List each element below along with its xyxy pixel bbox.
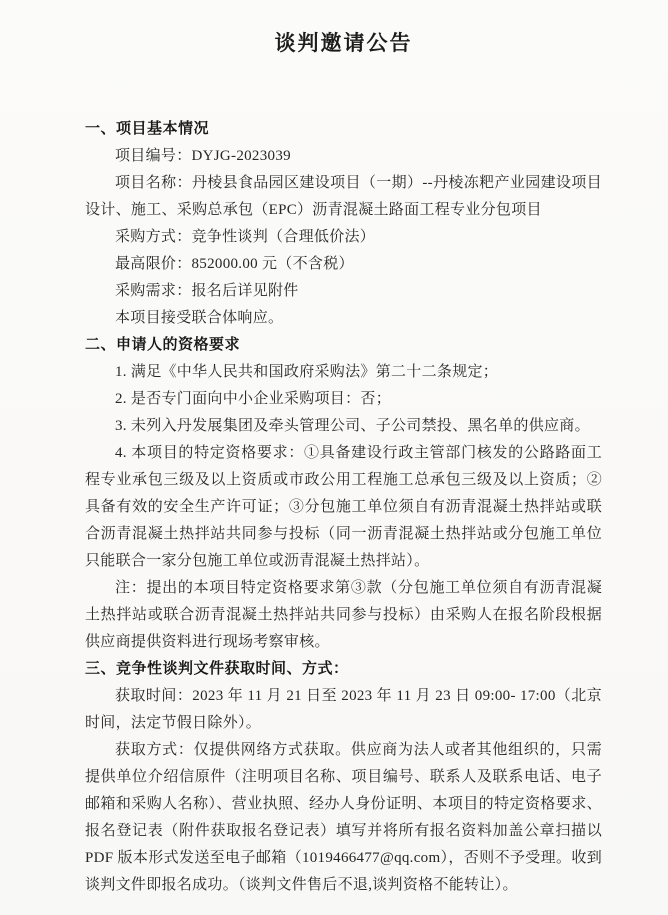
paragraph-procurement-method: 采购方式：竞争性谈判（合理低价法） bbox=[115, 229, 376, 245]
document-title: 谈判邀请公告 bbox=[274, 31, 413, 55]
section-applicant-qualifications bbox=[85, 332, 602, 656]
paragraph-procurement-requirements: 采购需求：报名后详见附件 bbox=[115, 283, 299, 299]
paragraph-project-name: 项目名称：丹棱县食品园区建设项目（一期）--丹棱冻粑产业园建设项目设计、施工、采购总承包（EPC）沥青混凝土路面工程专业分包项目 bbox=[85, 175, 602, 218]
section-heading-document-acquisition: 三、竞争性谈判文件获取时间、方式： bbox=[85, 661, 349, 677]
paragraph-obtain-method: 获取方式：仅提供网络方式获取。供应商为法人或者其他组织的，只需提供单位介绍信原件（注明项目名称、项目编号、联系人及联系电话、电子邮箱和采购人名称）、营业执照、经办人身份证明、本项目的特定资格要求、报名登记表（附件获取报名登记表）填写并将所有报名资料加盖公章扫描以 PDF 版本形式发送至电子邮箱（1019466477@qq.com），否则不予受理。收到谈判文件即报名成功。（谈判文件售后不退,谈判资格不能转让）。 bbox=[85, 742, 602, 893]
paragraph-consortium-note: 本项目接受联合体响应。 bbox=[115, 310, 284, 326]
paragraph-obtain-time: 获取时间：2023 年 11 月 21 日至 2023 年 11 月 23 日 09:00- 17:00（北京时间，法定节假日除外）。 bbox=[85, 688, 602, 731]
paragraph-max-price: 最高限价：852000.00 元（不含税） bbox=[115, 256, 354, 272]
paragraph-project-number: 项目编号：DYJG-2023039 bbox=[115, 148, 291, 164]
section-basic-info bbox=[85, 116, 602, 332]
paragraph-requirement-4: 4. 本项目的特定资格要求：①具备建设行政主管部门核发的公路路面工程专业承包三级及以上资质或市政公用工程施工总承包三级及以上资质；②具备有效的安全生产许可证；③分包施工单位须自有沥青混凝土热拌站或联合沥青混凝土热拌站共同参与投标（同一沥青混凝土热拌站或分包施工单位只能联合一家分包施工单位或沥青混凝土热拌站）。 bbox=[85, 445, 602, 569]
section-heading-basic-info: 一、项目基本情况 bbox=[85, 121, 210, 137]
section-heading-applicant-qualifications: 二、申请人的资格要求 bbox=[85, 337, 241, 353]
paragraph-requirement-2: 2. 是否专门面向中小企业采购项目：否； bbox=[115, 391, 392, 407]
paragraph-qualification-note: 注：提出的本项目特定资格要求第③款（分包施工单位须自有沥青混凝土热拌站或联合沥青混凝土热拌站共同参与投标）由采购人在报名阶段根据供应商提供资料进行现场考察审核。 bbox=[85, 580, 602, 650]
paragraph-requirement-1: 1. 满足《中华人民共和国政府采购法》第二十二条规定； bbox=[115, 364, 499, 380]
section-document-acquisition bbox=[85, 656, 602, 899]
paragraph-requirement-3: 3. 未列入丹发展集团及牵头管理公司、子公司禁投、黑名单的供应商。 bbox=[115, 418, 590, 434]
